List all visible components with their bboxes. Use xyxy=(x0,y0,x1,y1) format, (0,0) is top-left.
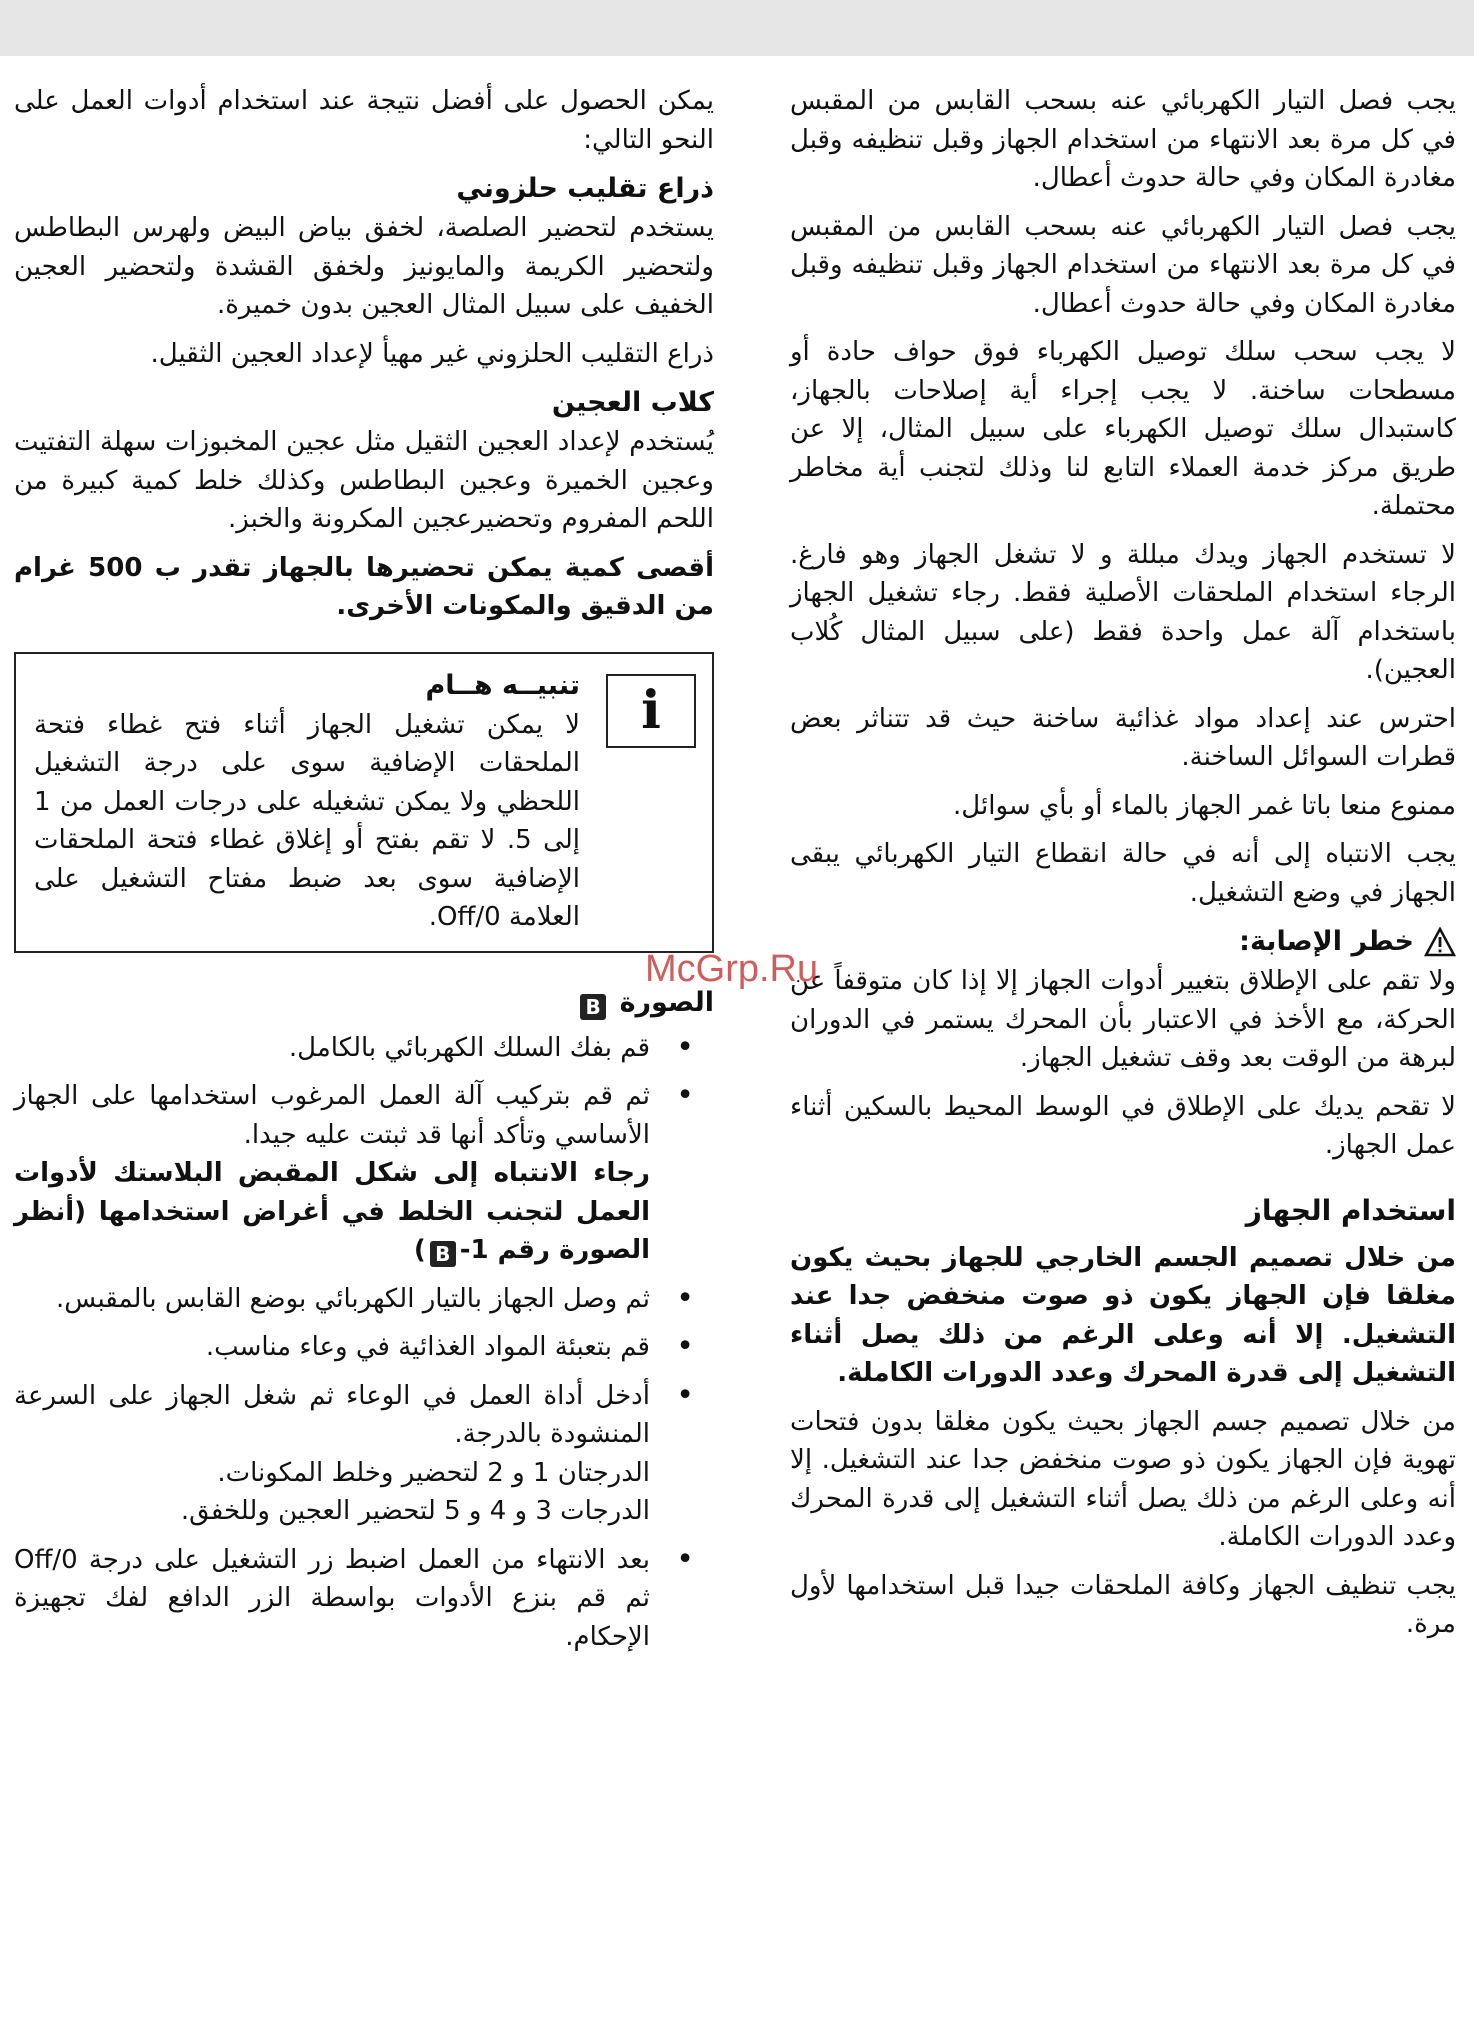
warning-paragraph: لا تقحم يديك على الإطلاق في الوسط المحيط بالسكين أثناء عمل الجهاز. xyxy=(790,1091,1456,1160)
safety-paragraph: يجب فصل التيار الكهربائي عنه بسحب القابس من المقبس في كل مرة بعد الانتهاء من استخدام الجهاز وقبل تنظيفه وقبل مغادرة المكان وفي حالة حدوث أعطال. xyxy=(790,86,1456,193)
usage-paragraph: يجب تنظيف الجهاز وكافة الملحقات جيدا قبل استخدامها لأول مرة. xyxy=(790,1570,1456,1639)
left-column xyxy=(14,82,714,1666)
list-item-bold-note xyxy=(14,1154,650,1270)
section-heading-usage: استخدام الجهاز xyxy=(1245,1193,1456,1227)
safety-paragraph: لا يجب سحب سلك توصيل الكهرباء فوق حواف حادة أو مسطحات ساخنة. لا يجب إجراء أية إصلاحات بالجهاز، كاستبدال سلك توصيل الكهرباء على سبيل المثال، إلا عن طريق مركز خدمة العملاء التابع لنا وذلك لتجنب أية مخاطر محتملة. xyxy=(790,337,1456,521)
max-quantity-note: أقصى كمية يمكن تحضيرها بالجهاز تقدر ب 500 غرام من الدقيق والمكونات الأخرى. xyxy=(14,552,714,621)
instruction-list xyxy=(14,1029,714,1657)
whisk-paragraph: يستخدم لتحضير الصلصة، لخفق بياض البيض ولهرس البطاطس ولتحضير الكريمة والمايونيز ولخفق القشدة ولتحضير العجين الخفيف على سبيل المثال العجين بدون خميرة. xyxy=(14,213,714,320)
figure-key-badge: B xyxy=(430,1241,456,1267)
list-item xyxy=(14,1328,714,1367)
list-item-text: • أدخل أداة العمل في الوعاء ثم شغل الجهاز على السرعة المنشودة بالدرجة. xyxy=(14,1380,650,1449)
figure-label: الصورة xyxy=(619,986,714,1018)
notice-title: تنبيــه هــام xyxy=(425,669,580,701)
safety-paragraph: ممنوع منعا باتا غمر الجهاز بالماء أو بأي سوائل. xyxy=(953,790,1456,821)
watermark: McGrp.Ru xyxy=(645,948,819,990)
tools-intro: يمكن الحصول على أفضل نتيجة عند استخدام أدوات العمل على النحو التالي: xyxy=(14,86,714,155)
dough-hooks-paragraph: يُستخدم لإعداد العجين الثقيل مثل عجين المخبوزات سهلة التفتيت وعجين الخميرة وعجين البطاطس وكذلك خلط كمية كبيرة من اللحم المفروم وتحضيرعجين المكرونة والخبز. xyxy=(14,427,714,534)
list-item-text: • ثم وصل الجهاز بالتيار الكهربائي بوضع القابس بالمقبس. xyxy=(56,1283,650,1314)
usage-paragraph: من خلال تصميم جسم الجهاز بحيث يكون مغلقا بدون فتحات تهوية فإن الجهاز يكون ذو صوت منخفض جدا عند التشغيل. إلا أنه وعلى الرغم من ذلك يصل أثناء التشغيل إلى قدرة المحرك وعدد الدورات الكاملة. xyxy=(790,1406,1456,1552)
list-item xyxy=(14,1541,714,1657)
warning-title: خطر الإصابة: xyxy=(1239,926,1414,957)
safety-paragraph: يجب الانتباه إلى أنه في حالة انقطاع التيار الكهربائي يبقى الجهاز في وضع التشغيل. xyxy=(790,839,1456,908)
safety-paragraph: يجب فصل التيار الكهربائي عنه بسحب القابس من المقبس في كل مرة بعد الانتهاء من استخدام الجهاز وقبل تنظيفه وقبل مغادرة المكان وفي حالة حدوث أعطال. xyxy=(790,211,1456,319)
right-column xyxy=(790,82,1456,1654)
dough-hooks-heading: كلاب العجين xyxy=(551,387,714,418)
list-item-text: • قم بفك السلك الكهربائي بالكامل. xyxy=(288,1032,650,1063)
list-item xyxy=(14,1029,714,1068)
safety-paragraph: احترس عند إعداد مواد غذائية ساخنة حيث قد تتناثر بعض قطرات السوائل الساخنة. xyxy=(790,703,1456,772)
safety-paragraph: لا تستخدم الجهاز ويدك مبللة و لا تشغل الجهاز وهو فارغ. الرجاء استخدام الملحقات الأصلية فقط. رجاء تشغيل الجهاز باستخدام آلة عمل واحدة فقط (على سبيل المثال كُلاب العجين). xyxy=(790,539,1456,685)
list-item xyxy=(14,1077,714,1270)
speed-note: الدرجات 3 و 4 و 5 لتحضير العجين وللخفق. xyxy=(180,1496,650,1526)
whisk-heading: ذراع تقليب حلزوني xyxy=(456,173,714,204)
injury-warning-heading xyxy=(790,922,1456,962)
bold-note-text: رجاء الانتباه إلى شكل المقبض البلاستك لأدوات العمل لتجنب الخلط في أغراض استخدامها (أنظر الصورة رقم 1- xyxy=(14,1158,650,1265)
warning-triangle-icon xyxy=(1424,927,1456,957)
notice-content xyxy=(34,666,580,937)
whisk-paragraph: ذراع التقليب الحلزوني غير مهيأ لإعداد العجين الثقيل. xyxy=(150,338,714,369)
list-item-text: • ثم قم بتركيب آلة العمل المرغوب استخدامها على الجهاز الأساسي وتأكد أنها قد ثبتت عليه جيدا. xyxy=(14,1081,650,1150)
usage-bold-paragraph: من خلال تصميم الجسم الخارجي للجهاز بحيث يكون مغلقا فإن الجهاز يكون ذو صوت منخفض جدا عند التشغيل. إلا أنه وعلى الرغم من ذلك يصل أثناء التشغيل إلى قدرة المحرك وعدد الدورات الكاملة. xyxy=(790,1242,1456,1388)
warning-paragraph: ولا تقم على الإطلاق بتغيير أدوات الجهاز إلا إذا كان متوقفاً عن الحركة، مع الأخذ في الاعتبار بأن المحرك يستمر في الدوران لبرهة من الوقت بعد وقف تشغيل الجهاز. xyxy=(790,966,1456,1073)
list-item xyxy=(14,1377,714,1531)
important-notice-box xyxy=(14,652,714,953)
list-item-text: • بعد الانتهاء من العمل اضبط زر التشغيل على درجة Off/0 ثم قم بنزع الأدوات بواسطة الزر الدافع لفك تجهيزة الإحكام. xyxy=(14,1544,650,1652)
figure-key-badge: B xyxy=(580,994,606,1020)
list-item xyxy=(14,1280,714,1319)
figure-heading xyxy=(14,983,714,1023)
top-bar xyxy=(0,0,1474,56)
bold-note-close: ) xyxy=(413,1235,426,1265)
list-item-text: • قم بتعبئة المواد الغذائية في وعاء مناسب. xyxy=(205,1332,650,1362)
notice-text: لا يمكن تشغيل الجهاز أثناء فتح غطاء فتحة الملحقات الإضافية سوى على درجة التشغيل اللحظي ولا يمكن تشغيله على درجات العمل من 1 إلى 5. لا تقم بفتح أو إغلاق غطاء فتحة الملحقات الإضافية سوى بعد ضبط مفتاح التشغيل على العلامة Off/0. xyxy=(34,709,580,932)
speed-note: الدرجتان 1 و 2 لتحضير وخلط المكونات. xyxy=(217,1457,650,1488)
info-icon: i xyxy=(606,674,696,748)
